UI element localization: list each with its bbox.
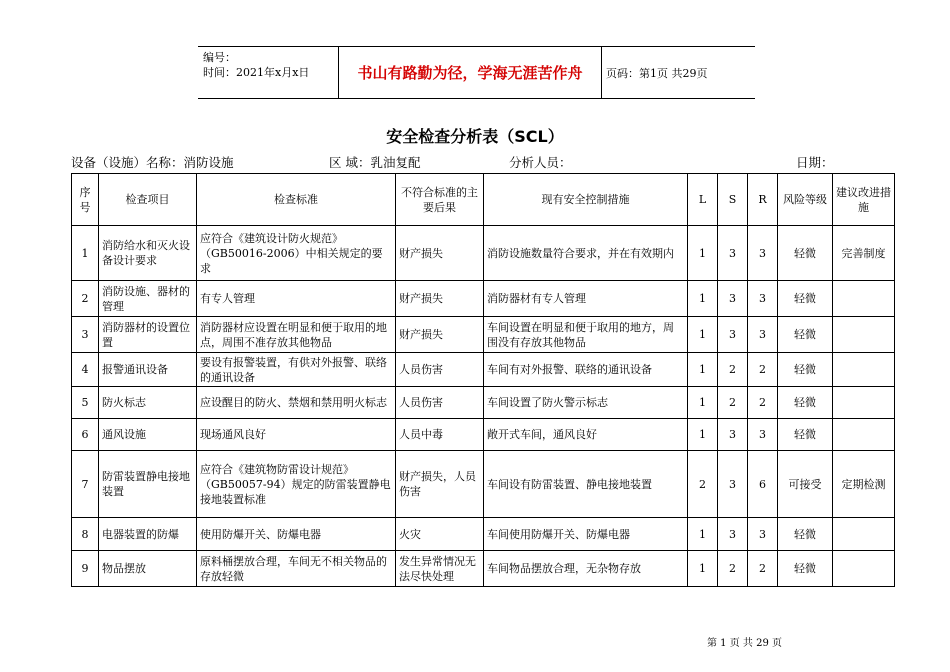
page-info: 页码：第1页 共29页 [606,67,708,80]
cell-item: 消防设施、器材的管理 [99,281,197,317]
cell-consequence: 人员伤害 [396,387,484,419]
cell-item: 电器装置的防爆 [99,518,197,551]
cell-r: 2 [748,551,778,587]
cell-no: 2 [72,281,99,317]
cell-no: 5 [72,387,99,419]
time-label: 时间：2021年x月x日 [203,66,310,79]
scl-table [71,173,895,587]
equipment-name: 设备（设施）名称：消防设施 [71,155,234,170]
table-row [72,387,895,419]
cell-s: 2 [718,551,748,587]
cell-s: 3 [718,281,748,317]
cell-l: 1 [688,387,718,419]
table-row [72,353,895,387]
col-header-l: L [688,174,718,226]
area-label: 区 域：乳油复配 [329,155,421,170]
cell-advice [833,353,895,387]
table-row [72,281,895,317]
col-header-advice: 建议改进措施 [833,174,895,226]
cell-consequence: 发生异常情况无法尽快处理 [396,551,484,587]
cell-level: 轻微 [778,226,833,281]
table-row [72,518,895,551]
cell-level: 轻微 [778,353,833,387]
cell-consequence: 财产损失 [396,317,484,353]
cell-standard: 消防器材应设置在明显和便于取用的地点，周围不准存放其他物品 [197,317,396,353]
cell-item: 防火标志 [99,387,197,419]
col-header-no: 序号 [72,174,99,226]
cell-r: 2 [748,353,778,387]
cell-level: 轻微 [778,317,833,353]
cell-no: 6 [72,419,99,451]
col-header-item: 检查项目 [99,174,197,226]
motto: 书山有路勤为径，学海无涯苦作舟 [338,47,602,98]
cell-standard: 现场通风良好 [197,419,396,451]
cell-consequence: 人员中毒 [396,419,484,451]
cell-no: 9 [72,551,99,587]
cell-standard: 有专人管理 [197,281,396,317]
cell-consequence: 财产损失，人员伤害 [396,451,484,518]
cell-s: 3 [718,451,748,518]
cell-r: 6 [748,451,778,518]
cell-control: 敞开式车间，通风良好 [484,419,688,451]
cell-r: 3 [748,281,778,317]
cell-standard: 原料桶摆放合理，车间无不相关物品的存放轻微 [197,551,396,587]
col-header-level: 风险等级 [778,174,833,226]
cell-no: 3 [72,317,99,353]
cell-l: 1 [688,317,718,353]
table-row [72,419,895,451]
cell-standard: 应符合《建筑物防雷设计规范》（GB50057-94）规定的防雷装置静电接地装置标准 [197,451,396,518]
cell-l: 1 [688,551,718,587]
table-row [72,551,895,587]
cell-level: 轻微 [778,419,833,451]
cell-s: 3 [718,518,748,551]
cell-l: 1 [688,518,718,551]
cell-consequence: 火灾 [396,518,484,551]
cell-s: 2 [718,387,748,419]
table-row [72,226,895,281]
cell-advice: 定期检测 [833,451,895,518]
cell-control: 车间使用防爆开关、防爆电器 [484,518,688,551]
cell-s: 3 [718,317,748,353]
page-footer: 第 1 页 共 29 页 [707,638,782,649]
cell-l: 1 [688,419,718,451]
cell-no: 1 [72,226,99,281]
cell-no: 4 [72,353,99,387]
cell-advice [833,387,895,419]
table-header-row [72,174,895,226]
cell-level: 轻微 [778,518,833,551]
cell-control: 车间设置了防火警示标志 [484,387,688,419]
cell-standard: 使用防爆开关、防爆电器 [197,518,396,551]
cell-s: 3 [718,226,748,281]
date-label: 日期： [796,155,834,170]
cell-l: 1 [688,353,718,387]
page-title: 安全检查分析表（SCL） [386,127,564,146]
table-row [72,451,895,518]
cell-advice [833,518,895,551]
cell-consequence: 财产损失 [396,226,484,281]
cell-level: 可接受 [778,451,833,518]
cell-advice [833,281,895,317]
cell-consequence: 人员伤害 [396,353,484,387]
header-left [203,50,309,80]
cell-r: 3 [748,317,778,353]
col-header-consequence: 不符合标准的主要后果 [396,174,484,226]
cell-item: 报警通讯设备 [99,353,197,387]
cell-r: 3 [748,226,778,281]
cell-consequence: 财产损失 [396,281,484,317]
cell-s: 3 [718,419,748,451]
cell-advice [833,419,895,451]
analyst-label: 分析人员： [509,155,572,170]
cell-item: 消防器材的设置位置 [99,317,197,353]
cell-control: 消防器材有专人管理 [484,281,688,317]
number-label: 编号： [203,51,236,64]
cell-standard: 应符合《建筑设计防火规范》（GB50016-2006）中相关规定的要求 [197,226,396,281]
col-header-r: R [748,174,778,226]
cell-l: 1 [688,226,718,281]
col-header-s: S [718,174,748,226]
cell-item: 物品摆放 [99,551,197,587]
cell-standard: 要设有报警装置，有供对外报警、联络的通讯设备 [197,353,396,387]
cell-item: 防雷装置静电接地装置 [99,451,197,518]
cell-r: 3 [748,419,778,451]
cell-control: 车间设有防雷装置、静电接地装置 [484,451,688,518]
cell-s: 2 [718,353,748,387]
cell-standard: 应设醒目的防火、禁烟和禁用明火标志 [197,387,396,419]
cell-l: 2 [688,451,718,518]
cell-r: 2 [748,387,778,419]
table-row [72,317,895,353]
cell-l: 1 [688,281,718,317]
cell-level: 轻微 [778,387,833,419]
cell-r: 3 [748,518,778,551]
cell-level: 轻微 [778,281,833,317]
page-header [198,46,755,99]
cell-advice [833,551,895,587]
cell-item: 通风设施 [99,419,197,451]
cell-control: 车间物品摆放合理，无杂物存放 [484,551,688,587]
cell-advice: 完善制度 [833,226,895,281]
cell-advice [833,317,895,353]
col-header-standard: 检查标准 [197,174,396,226]
cell-item: 消防给水和灭火设备设计要求 [99,226,197,281]
col-header-control: 现有安全控制措施 [484,174,688,226]
cell-control: 车间有对外报警、联络的通讯设备 [484,353,688,387]
cell-level: 轻微 [778,551,833,587]
cell-control: 车间设置在明显和便于取用的地方，周围没有存放其他物品 [484,317,688,353]
cell-no: 7 [72,451,99,518]
cell-no: 8 [72,518,99,551]
cell-control: 消防设施数量符合要求，并在有效期内 [484,226,688,281]
